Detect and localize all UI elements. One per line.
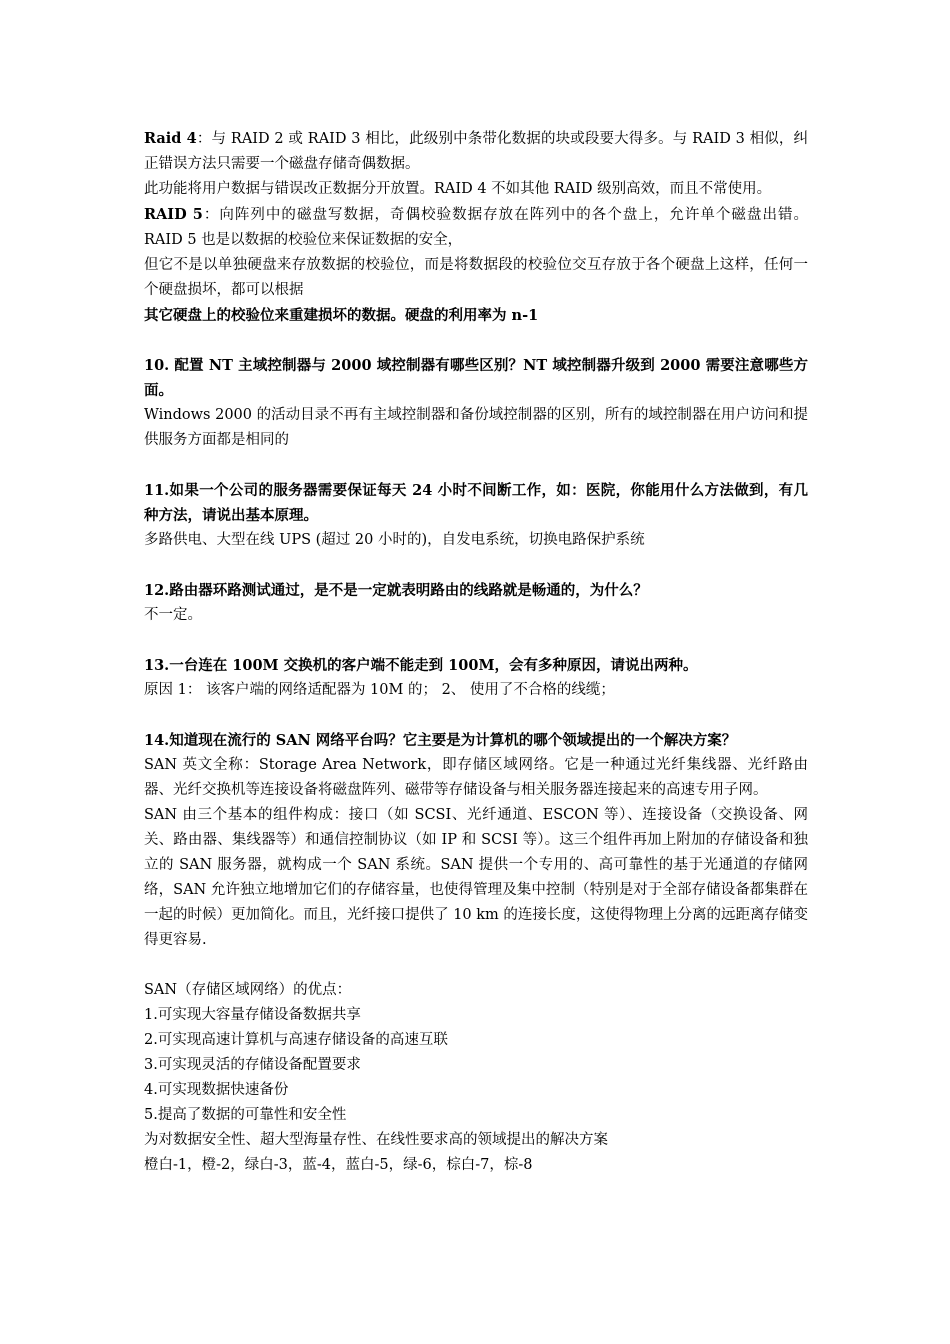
list-item: 2.可实现高速计算机与高速存储设备的高速互联 [144,1032,448,1048]
q12-answer: 不一定。 [144,607,202,623]
spacer [144,453,808,478]
raid4-paragraph [144,126,808,177]
spacer [144,953,808,978]
raid4-text2: 此功能将用户数据与错误改正数据分开放置。RAID 4 不如其他 RAID 级别高效，而且不常使用。 [144,181,772,197]
spacer [144,328,808,353]
raid5-text: 向阵列中的磁盘写数据，奇偶校验数据存放在阵列中的各个盘上，允许单个磁盘出错。 RAID 5 也是以数据的校验位来保证数据的安全， [144,207,809,248]
raid4-heading: Raid 4 [144,130,197,147]
raid4-sep: ： [196,131,212,147]
cable-color-order: 橙白-1，橙-2，绿白-3，蓝-4，蓝白-5，绿-6，棕白-7，棕-8 [144,1157,533,1173]
advantages-summary: 为对数据安全性、超大型海量存性、在线性要求高的领域提出的解决方案 [144,1132,608,1148]
raid5-paragraph [144,202,808,253]
spacer [144,703,808,728]
q10-question: 10. 配置 NT 主域控制器与 2000 域控制器有哪些区别？NT 域控制器升级到 2000 需要注意哪些方面。 [144,357,808,399]
q12-question: 12.路由器环路测试通过，是不是一定就表明路由的线路就是畅通的，为什么？ [144,582,648,599]
list-item: 1.可实现大容量存储设备数据共享 [144,1007,361,1023]
advantages-title: SAN（存储区域网络）的优点： [144,982,352,998]
list-item: 4.可实现数据快速备份 [144,1082,289,1098]
q14-answer-1: SAN 英文全称：Storage Area Network，即存储区域网络。它是一种通过光纤集线器、光纤路由器、光纤交换机等连接设备将磁盘阵列、磁带等存储设备与相关服务器连接起来的高速专用子网。 [144,757,808,798]
q14-question: 14.知道现在流行的 SAN 网络平台吗？它主要是为计算机的哪个领域提出的一个解决方案？ [144,732,737,749]
q14-answer-2: SAN 由三个基本的组件构成：接口（如 SCSI、光纤通道、ESCON 等）、连接设备（交换设备、网关、路由器、集线器等）和通信控制协议（如 IP 和 SCSI 等）。这三个组件再加上附加的存储设备和独立的 SAN 服务器，就构成一个 SAN 系统。SAN 提供一个专用的、高可靠性的基于光通道的存储网络，SAN 允许独立地增加它们的存储容量，也使得管理及集中控制（特别是对于全部存储设备都集群在一起的时候）更加简化。而且，光纤接口提供了 10 km 的连接长度，这使得物理上分离的远距离存储变得更容易. [144,807,808,948]
list-item: 3.可实现灵活的存储设备配置要求 [144,1057,361,1073]
raid5-heading: RAID 5 [144,206,203,223]
raid4-text: 与 RAID 2 或 RAID 3 相比，此级别中条带化数据的块或段要大得多。与 RAID 3 相似，纠正错误方法只需要一个磁盘存储奇偶数据。 [144,131,809,172]
list-item: 5.提高了数据的可靠性和安全性 [144,1107,347,1123]
raid5-text2: 但它不是以单独硬盘来存放数据的校验位，而是将数据段的校验位交互存放于各个硬盘上这样，任何一个硬盘损坏，都可以根据 [144,257,808,298]
document-body [144,126,808,1178]
q13-question: 13.一台连在 100M 交换机的客户端不能走到 100M，会有多种原因，请说出两种。 [144,657,698,674]
q11-question: 11.如果一个公司的服务器需要保证每天 24 小时不间断工作，如：医院，你能用什么方法做到，有几种方法，请说出基本原理。 [144,482,808,524]
q11-answer: 多路供电、大型在线 UPS (超过 20 小时的)，自发电系统，切换电路保护系统 [144,532,645,548]
q13-answer: 原因 1： 该客户端的网络适配器为 10M 的； 2、 使用了不合格的线缆； [144,682,615,698]
spacer [144,628,808,653]
spacer [144,553,808,578]
raid5-sep: ： [202,207,220,223]
q10-answer: Windows 2000 的活动目录不再有主域控制器和备份域控制器的区别，所有的域控制器在用户访问和提供服务方面都是相同的 [144,407,808,448]
raid5-text3: 其它硬盘上的校验位来重建损坏的数据。硬盘的利用率为 n-1 [144,307,539,324]
